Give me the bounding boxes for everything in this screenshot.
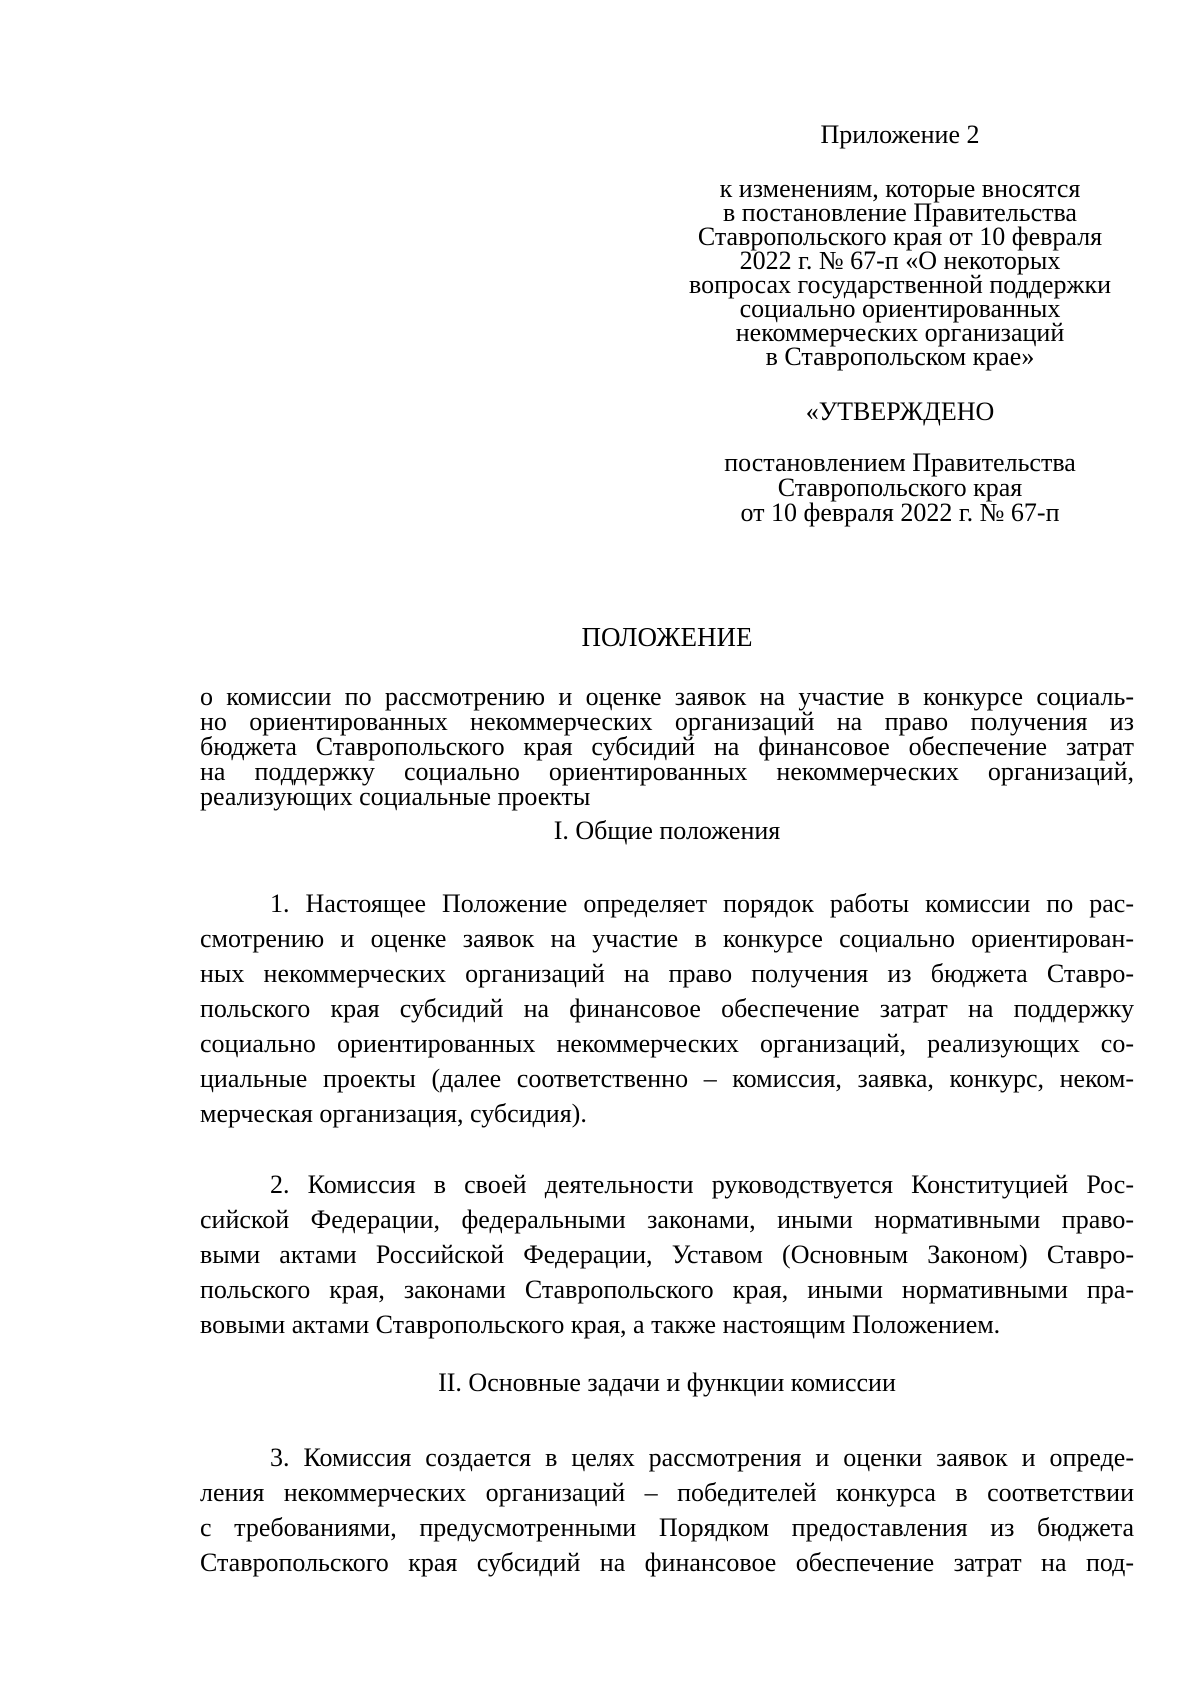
paragraph-line: мерческая организация, субсидия). bbox=[200, 1099, 587, 1128]
paragraph-line: социально ориентированных некоммерческих организаций, реализующих со- bbox=[200, 1029, 1134, 1058]
annex-reference-line: в постановление Правительства bbox=[723, 198, 1077, 227]
subtitle-line: но ориентированных некоммерческих организаций на право получения из bbox=[200, 707, 1134, 736]
paragraph-line: выми актами Российской Федерации, Уставом (Основным Законом) Ставро- bbox=[200, 1240, 1134, 1269]
paragraph-3 bbox=[200, 1440, 1134, 1580]
section-heading-general: I. Общие положения bbox=[553, 816, 781, 845]
subtitle-line: на поддержку социально ориентированных некоммерческих организаций, bbox=[200, 757, 1134, 786]
annex-reference-line: социально ориентированных bbox=[739, 294, 1061, 323]
section-heading-tasks: II. Основные задачи и функции комиссии bbox=[438, 1368, 896, 1397]
approved-reference bbox=[660, 450, 1140, 525]
subtitle-line: реализующих социальные проекты bbox=[200, 782, 591, 811]
paragraph-line: с требованиями, предусмотренными Порядком предоставления из бюджета bbox=[200, 1513, 1134, 1542]
annex-reference-line: Ставропольского края от 10 февраля bbox=[697, 222, 1103, 251]
paragraph-line: сийской Федерации, федеральными законами, иными нормативными право- bbox=[200, 1205, 1134, 1234]
annex-reference-line: 2022 г. № 67-п «О некоторых bbox=[739, 246, 1061, 275]
paragraph-line: польского края, законами Ставропольского края, иными нормативными пра- bbox=[200, 1275, 1134, 1304]
subtitle-line: о комиссии по рассмотрению и оценке заявок на участие в конкурсе социаль- bbox=[200, 682, 1134, 711]
approved-title-text: «УТВЕРЖДЕНО bbox=[805, 397, 995, 426]
paragraph-line: ления некоммерческих организаций – победителей конкурса в соответствии bbox=[200, 1478, 1134, 1507]
document-title: ПОЛОЖЕНИЕ bbox=[581, 622, 753, 652]
paragraph-line: циальные проекты (далее соответственно – комиссия, заявка, конкурс, неком- bbox=[200, 1064, 1134, 1093]
annex-title bbox=[660, 120, 1140, 150]
document-subtitle bbox=[200, 684, 1134, 809]
annex-reference-line: некоммерческих организаций bbox=[735, 318, 1065, 347]
paragraph-line: 2. Комиссия в своей деятельности руководствуется Конституцией Рос- bbox=[270, 1170, 1134, 1199]
approved-reference-line: постановлением Правительства bbox=[724, 448, 1076, 477]
subtitle-line: бюджета Ставропольского края субсидий на финансовое обеспечение затрат bbox=[200, 732, 1134, 761]
paragraph-2 bbox=[200, 1167, 1134, 1342]
annex-reference-line: к изменениям, которые вносятся bbox=[719, 174, 1081, 203]
annex-title-text: Приложение 2 bbox=[820, 120, 980, 149]
paragraph-line: Ставропольского края субсидий на финансовое обеспечение затрат на под- bbox=[200, 1548, 1134, 1577]
paragraph-line: вовыми актами Ставропольского края, а также настоящим Положением. bbox=[200, 1310, 1001, 1339]
paragraph-line: ных некоммерческих организаций на право получения из бюджета Ставро- bbox=[200, 959, 1134, 988]
paragraph-line: смотрению и оценке заявок на участие в конкурсе социально ориентирован- bbox=[200, 924, 1134, 953]
paragraph-1 bbox=[200, 886, 1134, 1131]
annex-reference bbox=[660, 174, 1140, 371]
paragraph-line: 3. Комиссия создается в целях рассмотрения и оценки заявок и опреде- bbox=[270, 1443, 1134, 1472]
paragraph-line: 1. Настоящее Положение определяет порядок работы комиссии по рас- bbox=[270, 889, 1134, 918]
annex-reference-line: в Ставропольском крае» bbox=[765, 342, 1035, 371]
approved-reference-line: от 10 февраля 2022 г. № 67-п bbox=[740, 498, 1060, 527]
approved-title bbox=[660, 397, 1140, 427]
annex-reference-line: вопросах государственной поддержки bbox=[688, 270, 1112, 299]
approved-reference-line: Ставропольского края bbox=[777, 473, 1023, 502]
paragraph-line: польского края субсидий на финансовое обеспечение затрат на поддержку bbox=[200, 994, 1134, 1023]
